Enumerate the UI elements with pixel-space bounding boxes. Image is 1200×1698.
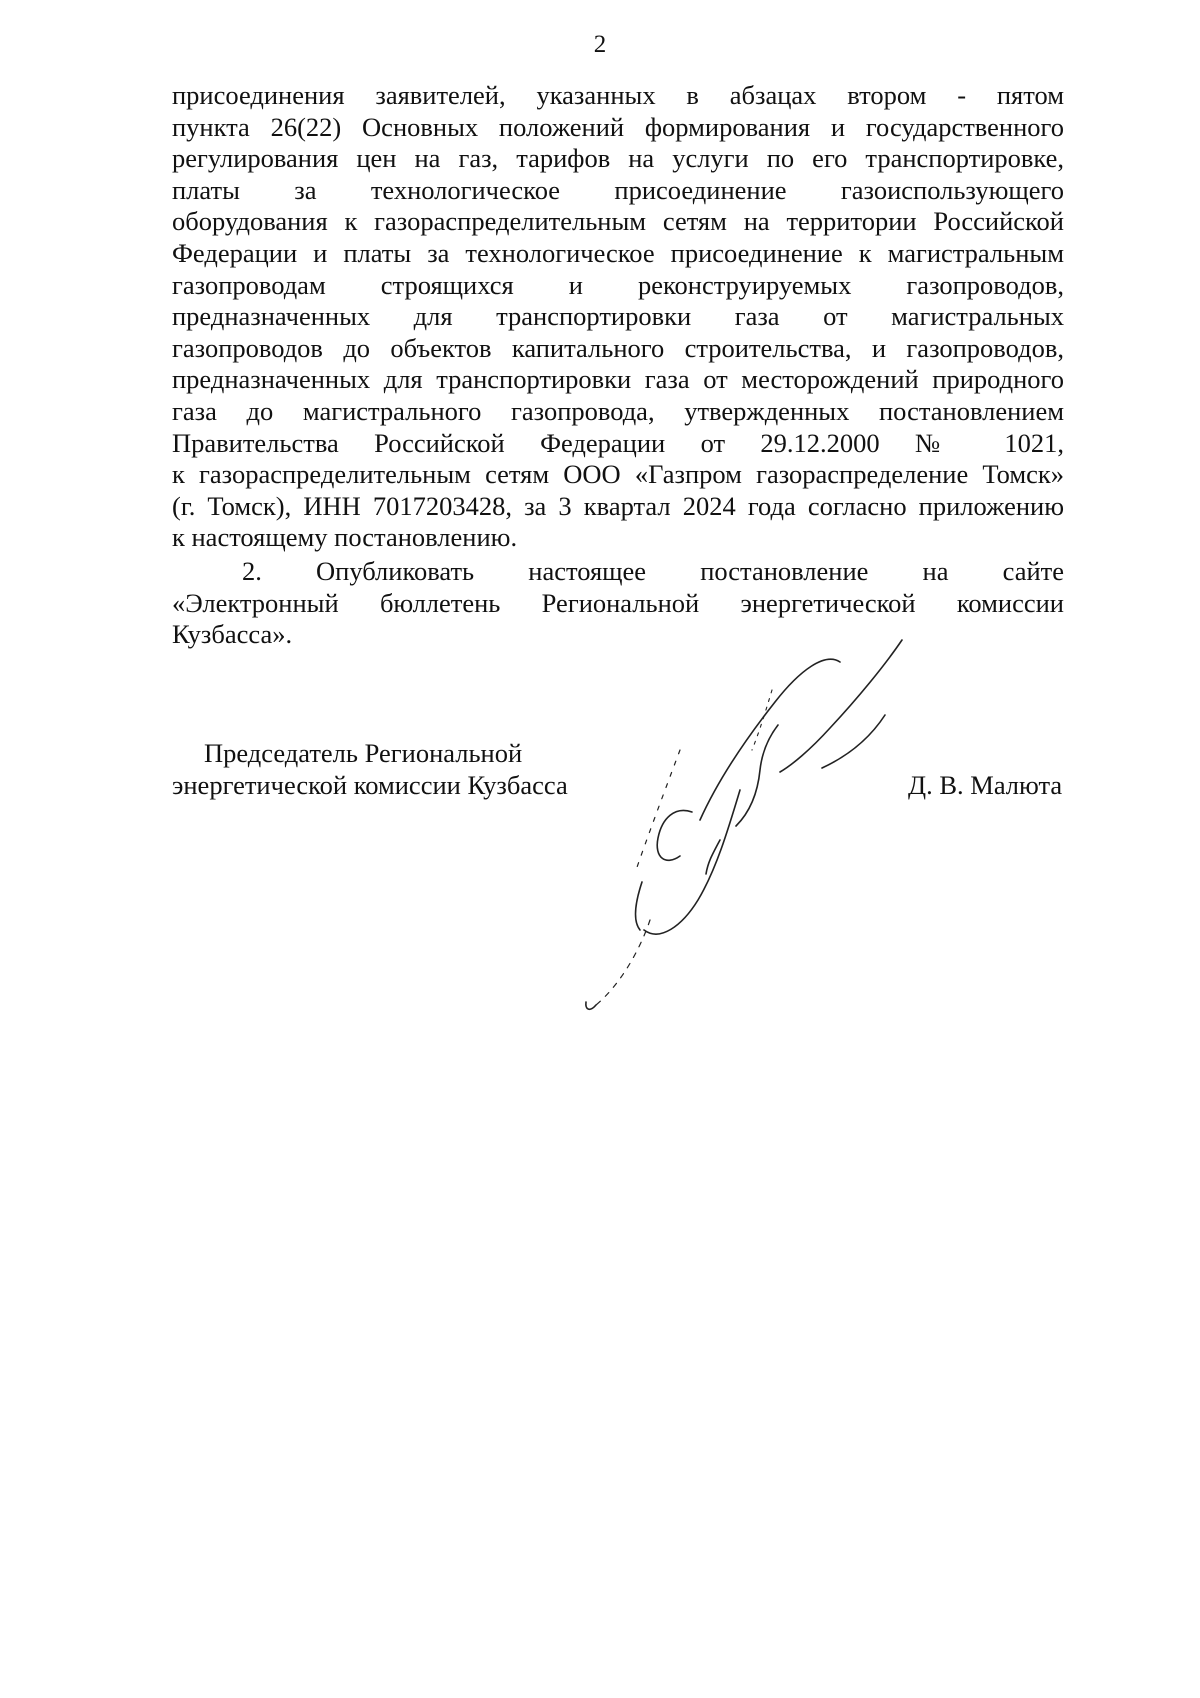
signer-name: Д. В. Малюта <box>908 770 1063 800</box>
paragraph-line: к газораспределительным сетям ООО «Газпром газораспределение Томск» <box>172 459 1064 490</box>
paragraph-line: газопроводов до объектов капитального строительства, и газопроводов, <box>172 332 1064 363</box>
paragraph-line: предназначенных для транспортировки газа от магистральных <box>172 301 1064 332</box>
paragraph-line: присоединения заявителей, указанных в абзацах втором - пятом <box>172 80 1064 110</box>
handwritten-signature <box>540 630 920 1050</box>
paragraph-line: регулирования цен на газ, тарифов на услуги по его транспортировке, <box>172 143 1064 174</box>
paragraph-line: «Электронный бюллетень Региональной энергетической комиссии <box>172 587 1064 618</box>
paragraph-line: Кузбасса». <box>172 619 293 650</box>
paragraph-line: Правительства Российской Федерации от 29.12.2000 № 1021, <box>172 427 1064 458</box>
page-number: 2 <box>593 31 607 58</box>
paragraph-line: (г. Томск), ИНН 7017203428, за 3 квартал 2024 года согласно приложению <box>172 490 1064 521</box>
signatory-position <box>172 737 568 801</box>
position-line-1: Председатель Региональной <box>204 738 523 768</box>
paragraph-line: газа до магистрального газопровода, утвержденных постановлением <box>172 395 1064 426</box>
paragraph-line: к настоящему постановлению. <box>172 522 518 553</box>
paragraph-line: оборудования к газораспределительным сетям на территории Российской <box>172 206 1064 237</box>
position-line-2: энергетической комиссии Кузбасса <box>172 770 568 800</box>
paragraph-line: пункта 26(22) Основных положений формирования и государственного <box>172 111 1064 142</box>
paragraph-line: платы за технологическое присоединение газоиспользующего <box>172 174 1064 205</box>
paragraph-line: предназначенных для транспортировки газа от месторождений природного <box>172 364 1064 395</box>
paragraph-line: 2. Опубликовать настоящее постановление на сайте <box>242 556 1064 586</box>
paragraph-1 <box>172 80 1064 554</box>
paragraph-line: Федерации и платы за технологическое присоединение к магистральным <box>172 237 1064 268</box>
paragraph-line: газопроводам строящихся и реконструируемых газопроводов, <box>172 269 1064 300</box>
